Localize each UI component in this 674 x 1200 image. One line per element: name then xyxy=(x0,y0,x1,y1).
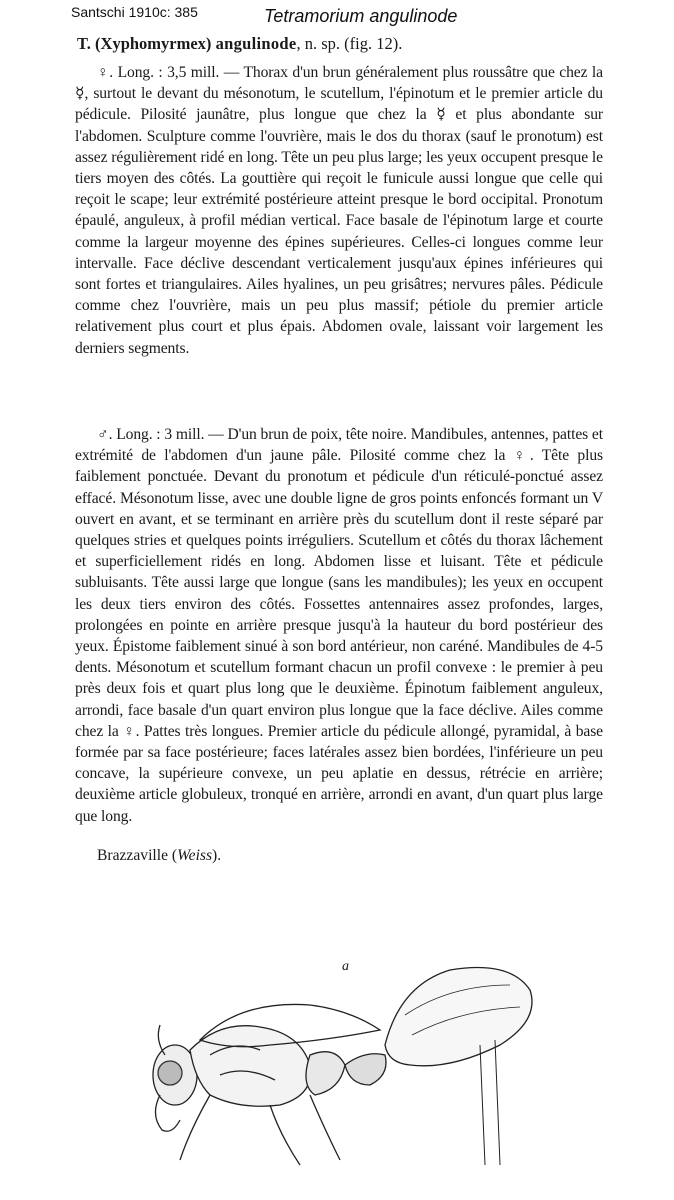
genus-abbreviation: T. xyxy=(77,34,91,53)
locality-place: Brazzaville ( xyxy=(97,847,178,864)
locality-close: ). xyxy=(212,847,222,864)
heading-suffix: , n. sp. (fig. 12). xyxy=(296,34,403,53)
species-title-header: Tetramorium angulinode xyxy=(264,6,458,26)
citation-header: Santschi 1910c: 385 xyxy=(71,4,198,20)
figure-label: a xyxy=(342,959,349,974)
collector-name: Weiss xyxy=(177,847,213,864)
ant-profile-drawing xyxy=(150,945,570,1175)
species-heading xyxy=(77,33,617,55)
female-description-paragraph: ♀. Long. : 3,5 mill. — Thorax d'un brun généralement plus roussâtre que chez la ☿, surtout le devant du mésonotum, le scutellum, l'épinotum et le premier article du pédicule. Pilosité jaunâtre, plus longue que chez la ☿ et plus abondante sur l'abdomen. Sculpture comme l'ouvrière, mais le dos du thorax (sauf le pronotum) est assez régulièrement ridé en long. Tête un peu plus large; les yeux occupent presque le tiers moyen des côtés. La gouttière qui reçoit le funicule aussi longue que celle qui reçoit le scape; leur extrémité postérieure atteint presque le bord occipital. Pronotum épaulé, anguleux, à profil médian vertical. Face basale de l'épinotum large et courte comme la largeur moyenne des épines supérieures. Celles-ci longues comme leur intervalle. Face déclive descendant verticalement jusqu'aux épines inférieures qui sont fortes et triangulaires. Ailes hyalines, un peu grisâtres; nervures pâles. Pédicule comme chez l'ouvrière, mais un peu plus massif; pétiole du premier article relativement plus court et plus épais. Abdomen ovale, laissant voir largement les derniers segments. xyxy=(75,64,603,357)
ant-male-figure xyxy=(150,945,570,1175)
subgenus-name: (Xyphomyrmex) xyxy=(95,34,212,53)
male-description-paragraph: ♂. Long. : 3 mill. — D'un brun de poix, tête noire. Mandibules, antennes, pattes et extrémité de l'abdomen d'un jaune pâle. Pilosité comme chez la ♀. Tête plus faiblement ponctuée. Devant du pronotum et pédicule d'un réticulé-ponctué assez effacé. Mésonotum lisse, avec une double ligne de gros points enfoncés formant un V ouvert en avant, et se terminant en arrière près du scutellum dont il reste séparé par quelques stries et quelques points irréguliers. Scutellum et côtés du thorax lâchement et superficiellement ridés en long. Abdomen lisse et luisant. Tête et pédicule subluisants. Tête aussi large que longue (sans les mandibules); les yeux en occupent les deux tiers environ des côtés. Fossettes antennaires assez profondes, larges, prolongées en pointe en arrière presque jusqu'à la hauteur du bord postérieur des yeux. Épistome faiblement sinué à son bord antérieur, non caréné. Mandibules de 4-5 dents. Mésonotum et scutellum formant chacun un profil convexe : le premier à peu près deux fois et quart plus long que le deuxième. Épinotum faiblement anguleux, arrondi, face basale d'un quart environ plus longue que la face déclive. Ailes comme chez la ♀. Pattes très longues. Premier article du pédicule allongé, pyramidal, à base formée par sa face postérieure; faces latérales assez bien bordées, l'inférieure un peu concave, la supérieure convexe, un peu aplatie en dessus, rétrécie en arrière; deuxième article globuleux, tronqué en arrière, arrondi en avant, d'un quart plus large que long. xyxy=(75,426,603,825)
species-name: angulinode xyxy=(215,34,297,53)
locality-line xyxy=(97,847,221,865)
